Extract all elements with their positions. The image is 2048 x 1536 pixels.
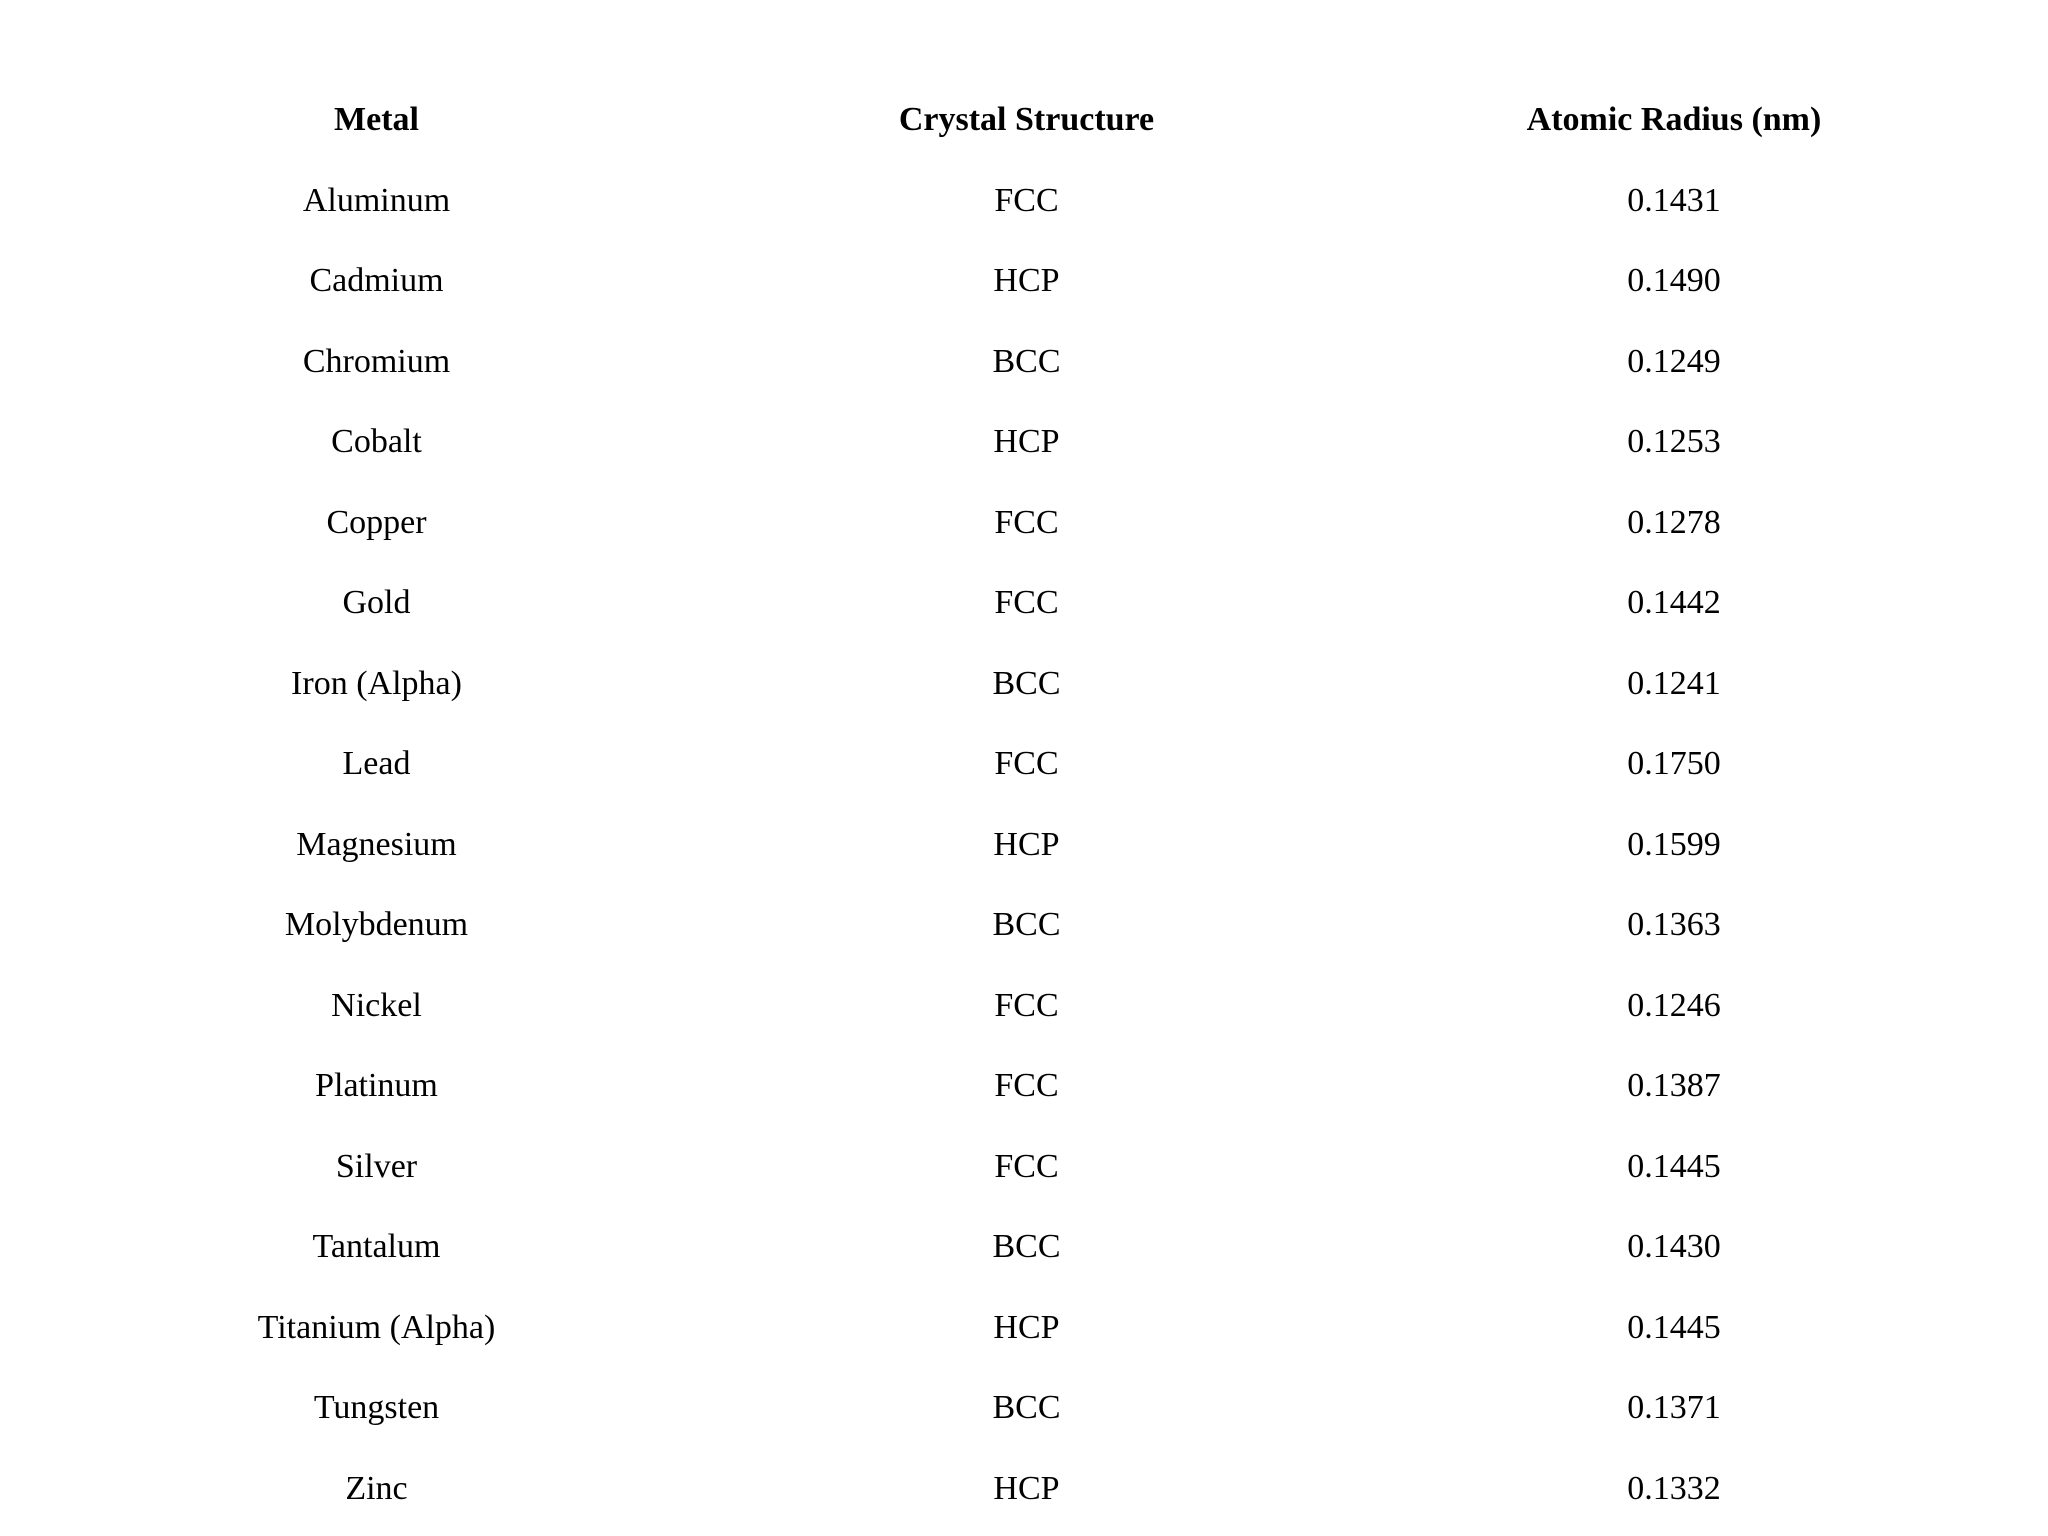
cell-crystal-structure: BCC xyxy=(992,906,1061,944)
header-atomic-radius: Atomic Radius (nm) xyxy=(1526,101,1822,139)
cell-metal: Platinum xyxy=(315,1067,438,1105)
cell-metal: Iron (Alpha) xyxy=(291,664,462,702)
cell-crystal-structure: HCP xyxy=(993,1469,1060,1507)
cell-atomic-radius: 0.1430 xyxy=(1627,1228,1721,1266)
cell-crystal-structure: BCC xyxy=(992,1228,1061,1266)
table-row xyxy=(0,483,2048,564)
cell-crystal-structure: HCP xyxy=(993,825,1060,863)
cell-atomic-radius: 0.1431 xyxy=(1627,181,1721,219)
cell-metal: Cobalt xyxy=(331,423,422,461)
table-row xyxy=(0,966,2048,1047)
table-row xyxy=(0,322,2048,403)
table-row xyxy=(0,1207,2048,1288)
table-row xyxy=(0,1449,2048,1530)
table-row xyxy=(0,1288,2048,1369)
cell-crystal-structure: FCC xyxy=(994,503,1059,541)
cell-metal: Aluminum xyxy=(302,181,451,219)
cell-atomic-radius: 0.1278 xyxy=(1627,503,1721,541)
cell-metal: Cadmium xyxy=(309,262,444,300)
cell-metal: Tantalum xyxy=(312,1228,441,1266)
cell-atomic-radius: 0.1445 xyxy=(1627,1147,1721,1185)
cell-metal: Titanium (Alpha) xyxy=(257,1308,496,1346)
cell-metal: Nickel xyxy=(331,986,422,1024)
table-body xyxy=(0,161,2048,1530)
cell-atomic-radius: 0.1750 xyxy=(1627,745,1721,783)
cell-crystal-structure: FCC xyxy=(994,584,1059,622)
cell-crystal-structure: BCC xyxy=(992,342,1061,380)
cell-atomic-radius: 0.1332 xyxy=(1627,1469,1721,1507)
table-row xyxy=(0,161,2048,242)
cell-metal: Molybdenum xyxy=(284,906,469,944)
cell-atomic-radius: 0.1363 xyxy=(1627,906,1721,944)
cell-metal: Lead xyxy=(342,745,411,783)
header-row xyxy=(0,80,2048,161)
cell-crystal-structure: HCP xyxy=(993,262,1060,300)
table-row xyxy=(0,1368,2048,1449)
cell-crystal-structure: FCC xyxy=(994,1147,1059,1185)
table-row xyxy=(0,885,2048,966)
cell-crystal-structure: FCC xyxy=(994,181,1059,219)
cell-metal: Magnesium xyxy=(296,825,457,863)
header-metal: Metal xyxy=(334,101,419,139)
cell-crystal-structure: FCC xyxy=(994,745,1059,783)
cell-metal: Chromium xyxy=(302,342,451,380)
metals-table-container xyxy=(0,80,2048,1529)
cell-crystal-structure: BCC xyxy=(992,1389,1061,1427)
cell-atomic-radius: 0.1249 xyxy=(1627,342,1721,380)
cell-atomic-radius: 0.1445 xyxy=(1627,1308,1721,1346)
table-row xyxy=(0,402,2048,483)
cell-atomic-radius: 0.1387 xyxy=(1627,1067,1721,1105)
cell-metal: Silver xyxy=(335,1147,418,1185)
cell-atomic-radius: 0.1241 xyxy=(1627,664,1721,702)
cell-metal: Gold xyxy=(342,584,411,622)
table-row xyxy=(0,724,2048,805)
cell-atomic-radius: 0.1490 xyxy=(1627,262,1721,300)
cell-crystal-structure: FCC xyxy=(994,1067,1059,1105)
cell-crystal-structure: HCP xyxy=(993,1308,1060,1346)
table-row xyxy=(0,241,2048,322)
table-header xyxy=(0,80,2048,161)
table-row xyxy=(0,1046,2048,1127)
header-crystal-structure: Crystal Structure xyxy=(898,101,1155,139)
cell-atomic-radius: 0.1442 xyxy=(1627,584,1721,622)
cell-atomic-radius: 0.1371 xyxy=(1627,1389,1721,1427)
cell-crystal-structure: FCC xyxy=(994,986,1059,1024)
cell-metal: Zinc xyxy=(345,1469,408,1507)
cell-atomic-radius: 0.1599 xyxy=(1627,825,1721,863)
table-row xyxy=(0,805,2048,886)
cell-atomic-radius: 0.1246 xyxy=(1627,986,1721,1024)
cell-metal: Copper xyxy=(326,503,427,541)
cell-atomic-radius: 0.1253 xyxy=(1627,423,1721,461)
cell-crystal-structure: BCC xyxy=(992,664,1061,702)
table-row xyxy=(0,644,2048,725)
cell-crystal-structure: HCP xyxy=(993,423,1060,461)
table-row xyxy=(0,1127,2048,1208)
cell-metal: Tungsten xyxy=(313,1389,440,1427)
metals-table xyxy=(0,80,2048,1529)
table-row xyxy=(0,563,2048,644)
